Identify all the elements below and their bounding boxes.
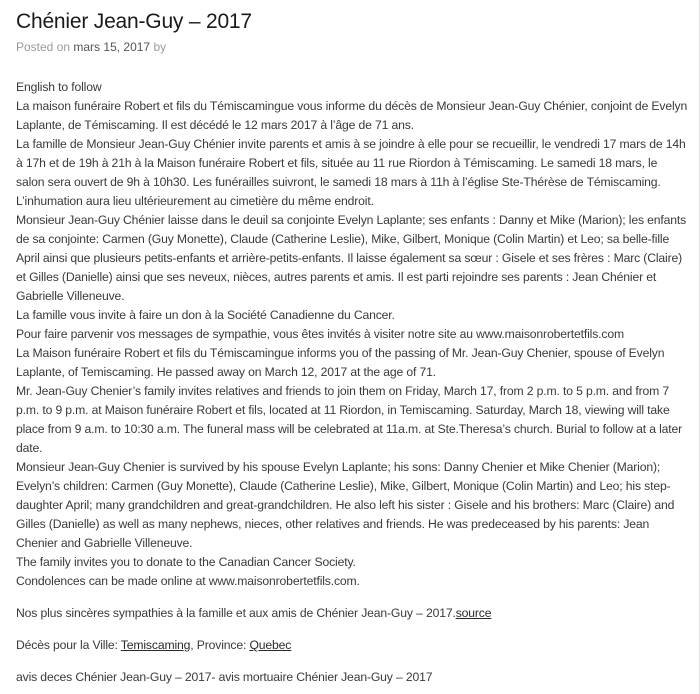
province-link[interactable]: Quebec (249, 638, 292, 652)
paragraph-en-donation: The family invites you to donate to the Canadian Cancer Society. (16, 555, 356, 569)
location-line (16, 636, 688, 655)
paragraph-fr-survivors: Monsieur Jean-Guy Chénier laisse dans le deuil sa conjointe Evelyn Laplante; ses enfants : Danny et Mike (Marion); les enfants de sa conjointe: Carmen (Guy Monette), Claude (Catherine Leslie), Mike, Gilbert, Monique (Colin Martin) et Leo; sa belle-fille April ainsi que plusieurs petits-enfants et arrière-petits-enfants. Il laisse également sa sœur : Gisele et ses frères : Marc (Claire) et Gilles (Danielle) ainsi que ses neveux, nièces, autres parents et amis. Il est parti rejoindre ses parents : Jean Chénier et Gabrielle Villeneuve. (16, 213, 687, 303)
paragraph-fr-donation: La famille vous invite à faire un don à la Société Canadienne du Cancer. (16, 308, 395, 322)
posted-on-label: Posted on (16, 40, 71, 54)
post-meta (16, 40, 166, 54)
paragraph-en-condolences: Condolences can be made online at www.maisonrobertetfils.com. (16, 574, 360, 588)
post-content (16, 78, 688, 687)
location-prefix: Décès pour la Ville: (16, 638, 121, 652)
post-title: Chénier Jean-Guy – 2017 (16, 10, 252, 33)
paragraph-en-announcement: La Maison funéraire Robert et fils du Témiscamingue informs you of the passing of Mr. Jean-Guy Chenier, spouse of Evelyn Laplante, of Temiscaming. He passed away on March 12, 2017 at the age of 71. (16, 346, 665, 379)
paragraph-fr-condolences: Pour faire parvenir vos messages de sympathie, vous êtes invités à visiter notre site au www.maisonrobertetfils.com (16, 327, 624, 341)
paragraph-english-to-follow: English to follow (16, 80, 102, 94)
sympathy-text: Nos plus sincères sympathies à la famille et aux amis de Chénier Jean-Guy – 2017. (16, 606, 456, 620)
paragraph-fr-announcement: La maison funéraire Robert et fils du Témiscamingue vous informe du décès de Monsieur Jean-Guy Chénier, conjoint de Evelyn Laplante, de Témiscaming. Il est décédé le 12 mars 2017 à l’âge de 71 ans. (16, 99, 688, 132)
source-link[interactable]: source (455, 606, 492, 620)
posted-by-label: by (153, 40, 167, 54)
sympathy-line (16, 604, 688, 623)
post-date-link[interactable]: mars 15, 2017 (73, 40, 151, 54)
city-link[interactable]: Temiscaming (120, 638, 191, 652)
tags-line: avis deces Chénier Jean-Guy – 2017- avis mortuaire Chénier Jean-Guy – 2017 (16, 670, 433, 684)
paragraph-en-survivors: Monsieur Jean-Guy Chenier is survived by his spouse Evelyn Laplante; his sons: Danny Chenier et Mike Chenier (Marion); Evelyn’s children: Carmen (Guy Monette), Claude (Catherine Leslie), Mike, Gilbert, Monique (Colin Martin) and Leo; his step-daughter April; many grandchildren and great-grandchildren. He also left his sister : Gisele and his brothers: Marc (Claire) and Gilles (Danielle) as well as many nephews, nieces, other relatives and friends. He was predeceased by his parents: Jean Chenier and Gabrielle Villeneuve. (16, 460, 675, 550)
paragraph-fr-visitation: La famille de Monsieur Jean-Guy Chénier invite parents et amis à se joindre à elle pour se recueillir, le vendredi 17 mars de 14h à 17h et de 19h à 21h à la Maison funéraire Robert et fils, située au 11 rue Riordon à Témiscaming. Le samedi 18 mars, le salon sera ouvert de 9h à 10h30. Les funérailles suivront, le samedi 18 mars à 11h à l’église Ste-Thérèse de Témiscaming. L’inhumation aura lieu ultérieurement au cimetière du même endroit. (16, 137, 686, 208)
location-middle: , Province: (190, 638, 250, 652)
paragraph-en-visitation: Mr. Jean-Guy Chenier’s family invites relatives and friends to join them on Friday, March 17, from 2 p.m. to 5 p.m. and from 7 p.m. to 9 p.m. at Maison funéraire Robert et fils, located at 11 Riordon, in Temiscaming. Saturday, March 18, viewing will take place from 9 a.m. to 10:30 a.m. The funeral mass will be celebrated at 11a.m. at Ste.Theresa’s church. Burial to follow at a later date. (16, 384, 683, 455)
